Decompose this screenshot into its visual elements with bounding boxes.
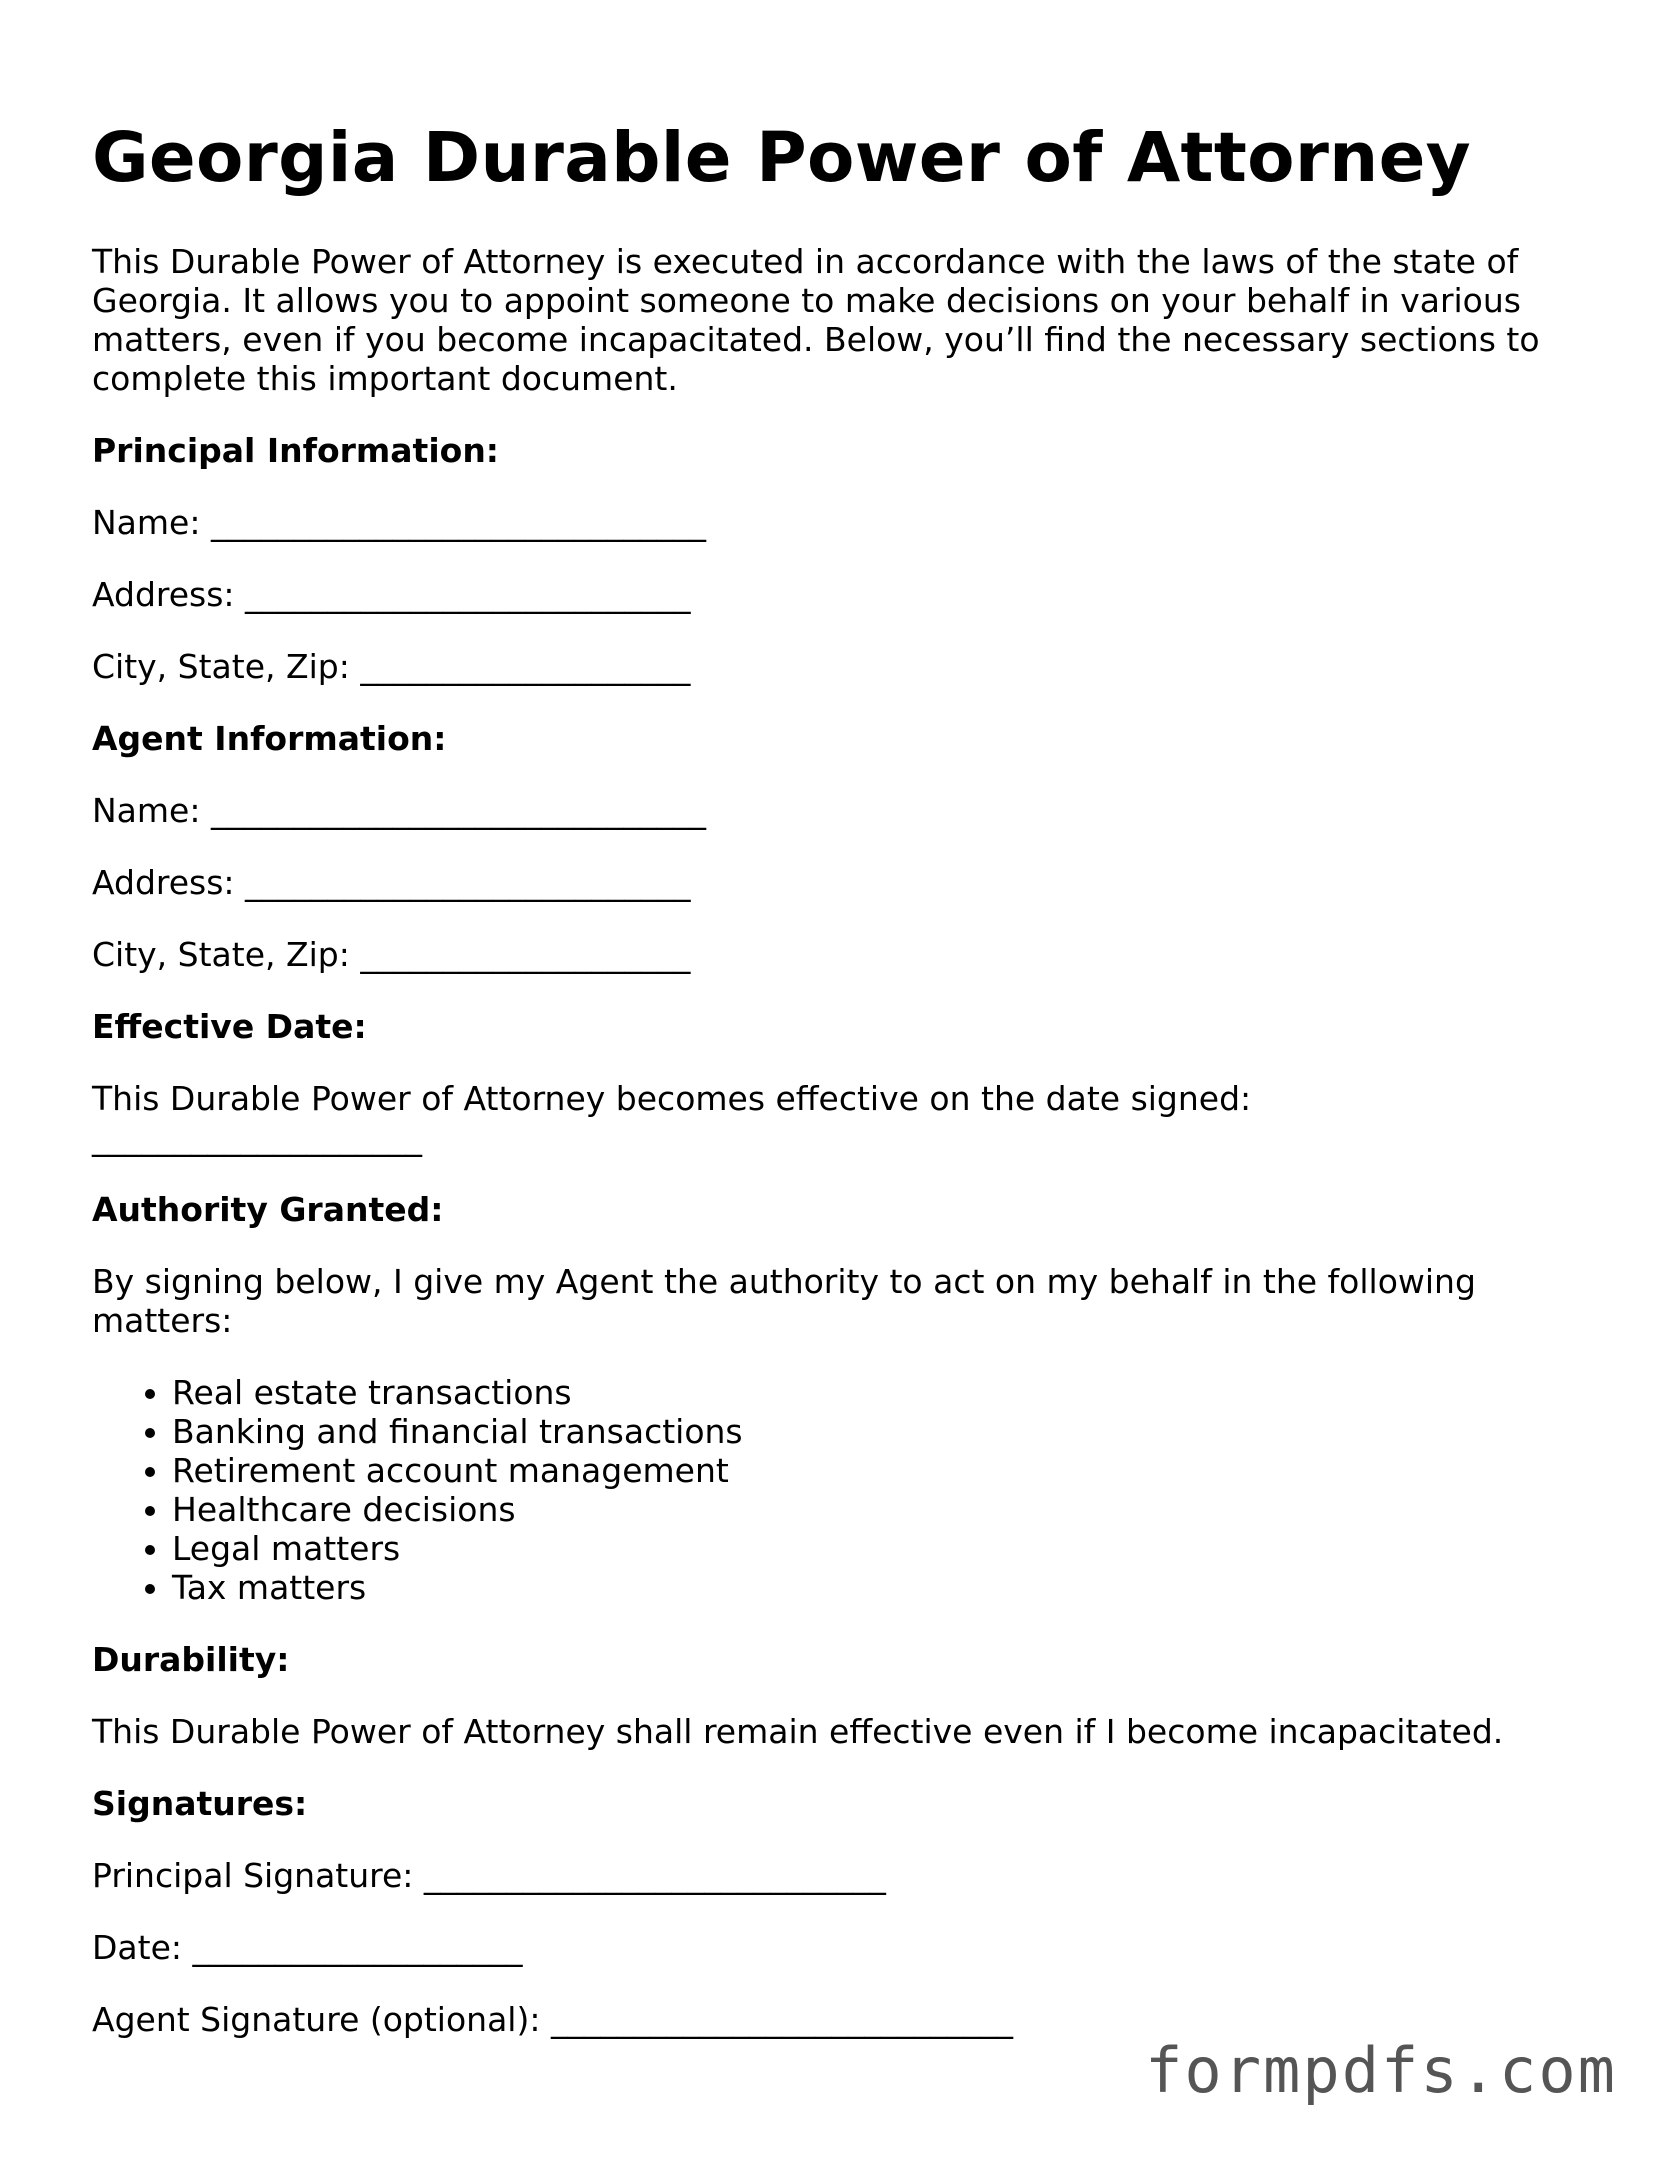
list-item: • Real estate transactions (172, 1373, 1552, 1412)
document-page (92, 118, 1552, 2072)
list-item: • Legal matters (172, 1529, 1552, 1568)
principal-address-field[interactable]: Address: ___________________________ (92, 575, 691, 614)
durability-heading: Durability: (92, 1640, 290, 1679)
agent-heading: Agent Information: (92, 719, 447, 758)
agent-city-field[interactable]: City, State, Zip: ____________________ (92, 935, 691, 974)
document-title: Georgia Durable Power of Attorney (92, 118, 1471, 198)
principal-heading: Principal Information: (92, 431, 500, 470)
authority-heading: Authority Granted: (92, 1190, 444, 1229)
intro-paragraph: This Durable Power of Attorney is executed in accordance with the laws of the state of Georgia. It allows you to appoint someone to make decisions on your behalf in various matters, even if you become incapacitated. Below, you’ll find the necessary sections to complete this important document. (92, 242, 1540, 398)
durability-text: This Durable Power of Attorney shall remain effective even if I become incapacitated. (92, 1712, 1504, 1751)
authority-text: By signing below, I give my Agent the authority to act on my behalf in the following matters: (92, 1262, 1476, 1340)
agent-signature-field[interactable]: Agent Signature (optional): ____________________________ (92, 2000, 1013, 2039)
effective-date-text: This Durable Power of Attorney becomes effective on the date signed: (92, 1079, 1252, 1118)
principal-city-field[interactable]: City, State, Zip: ____________________ (92, 647, 691, 686)
principal-name-field[interactable]: Name: ______________________________ (92, 503, 706, 542)
list-item: • Banking and financial transactions (172, 1412, 1552, 1451)
signature-date-field[interactable]: Date: ____________________ (92, 1928, 523, 1967)
effective-date-field[interactable]: ____________________ (92, 1118, 422, 1157)
list-item: • Healthcare decisions (172, 1490, 1552, 1529)
list-item: • Retirement account management (172, 1451, 1552, 1490)
watermark: formpdfs.com (1145, 2034, 1617, 2107)
authority-list (92, 1373, 1552, 1607)
list-item: • Tax matters (172, 1568, 1552, 1607)
effective-date-heading: Effective Date: (92, 1007, 367, 1046)
principal-signature-field[interactable]: Principal Signature: ____________________________ (92, 1856, 886, 1895)
signatures-heading: Signatures: (92, 1784, 308, 1823)
agent-name-field[interactable]: Name: ______________________________ (92, 791, 706, 830)
agent-address-field[interactable]: Address: ___________________________ (92, 863, 691, 902)
